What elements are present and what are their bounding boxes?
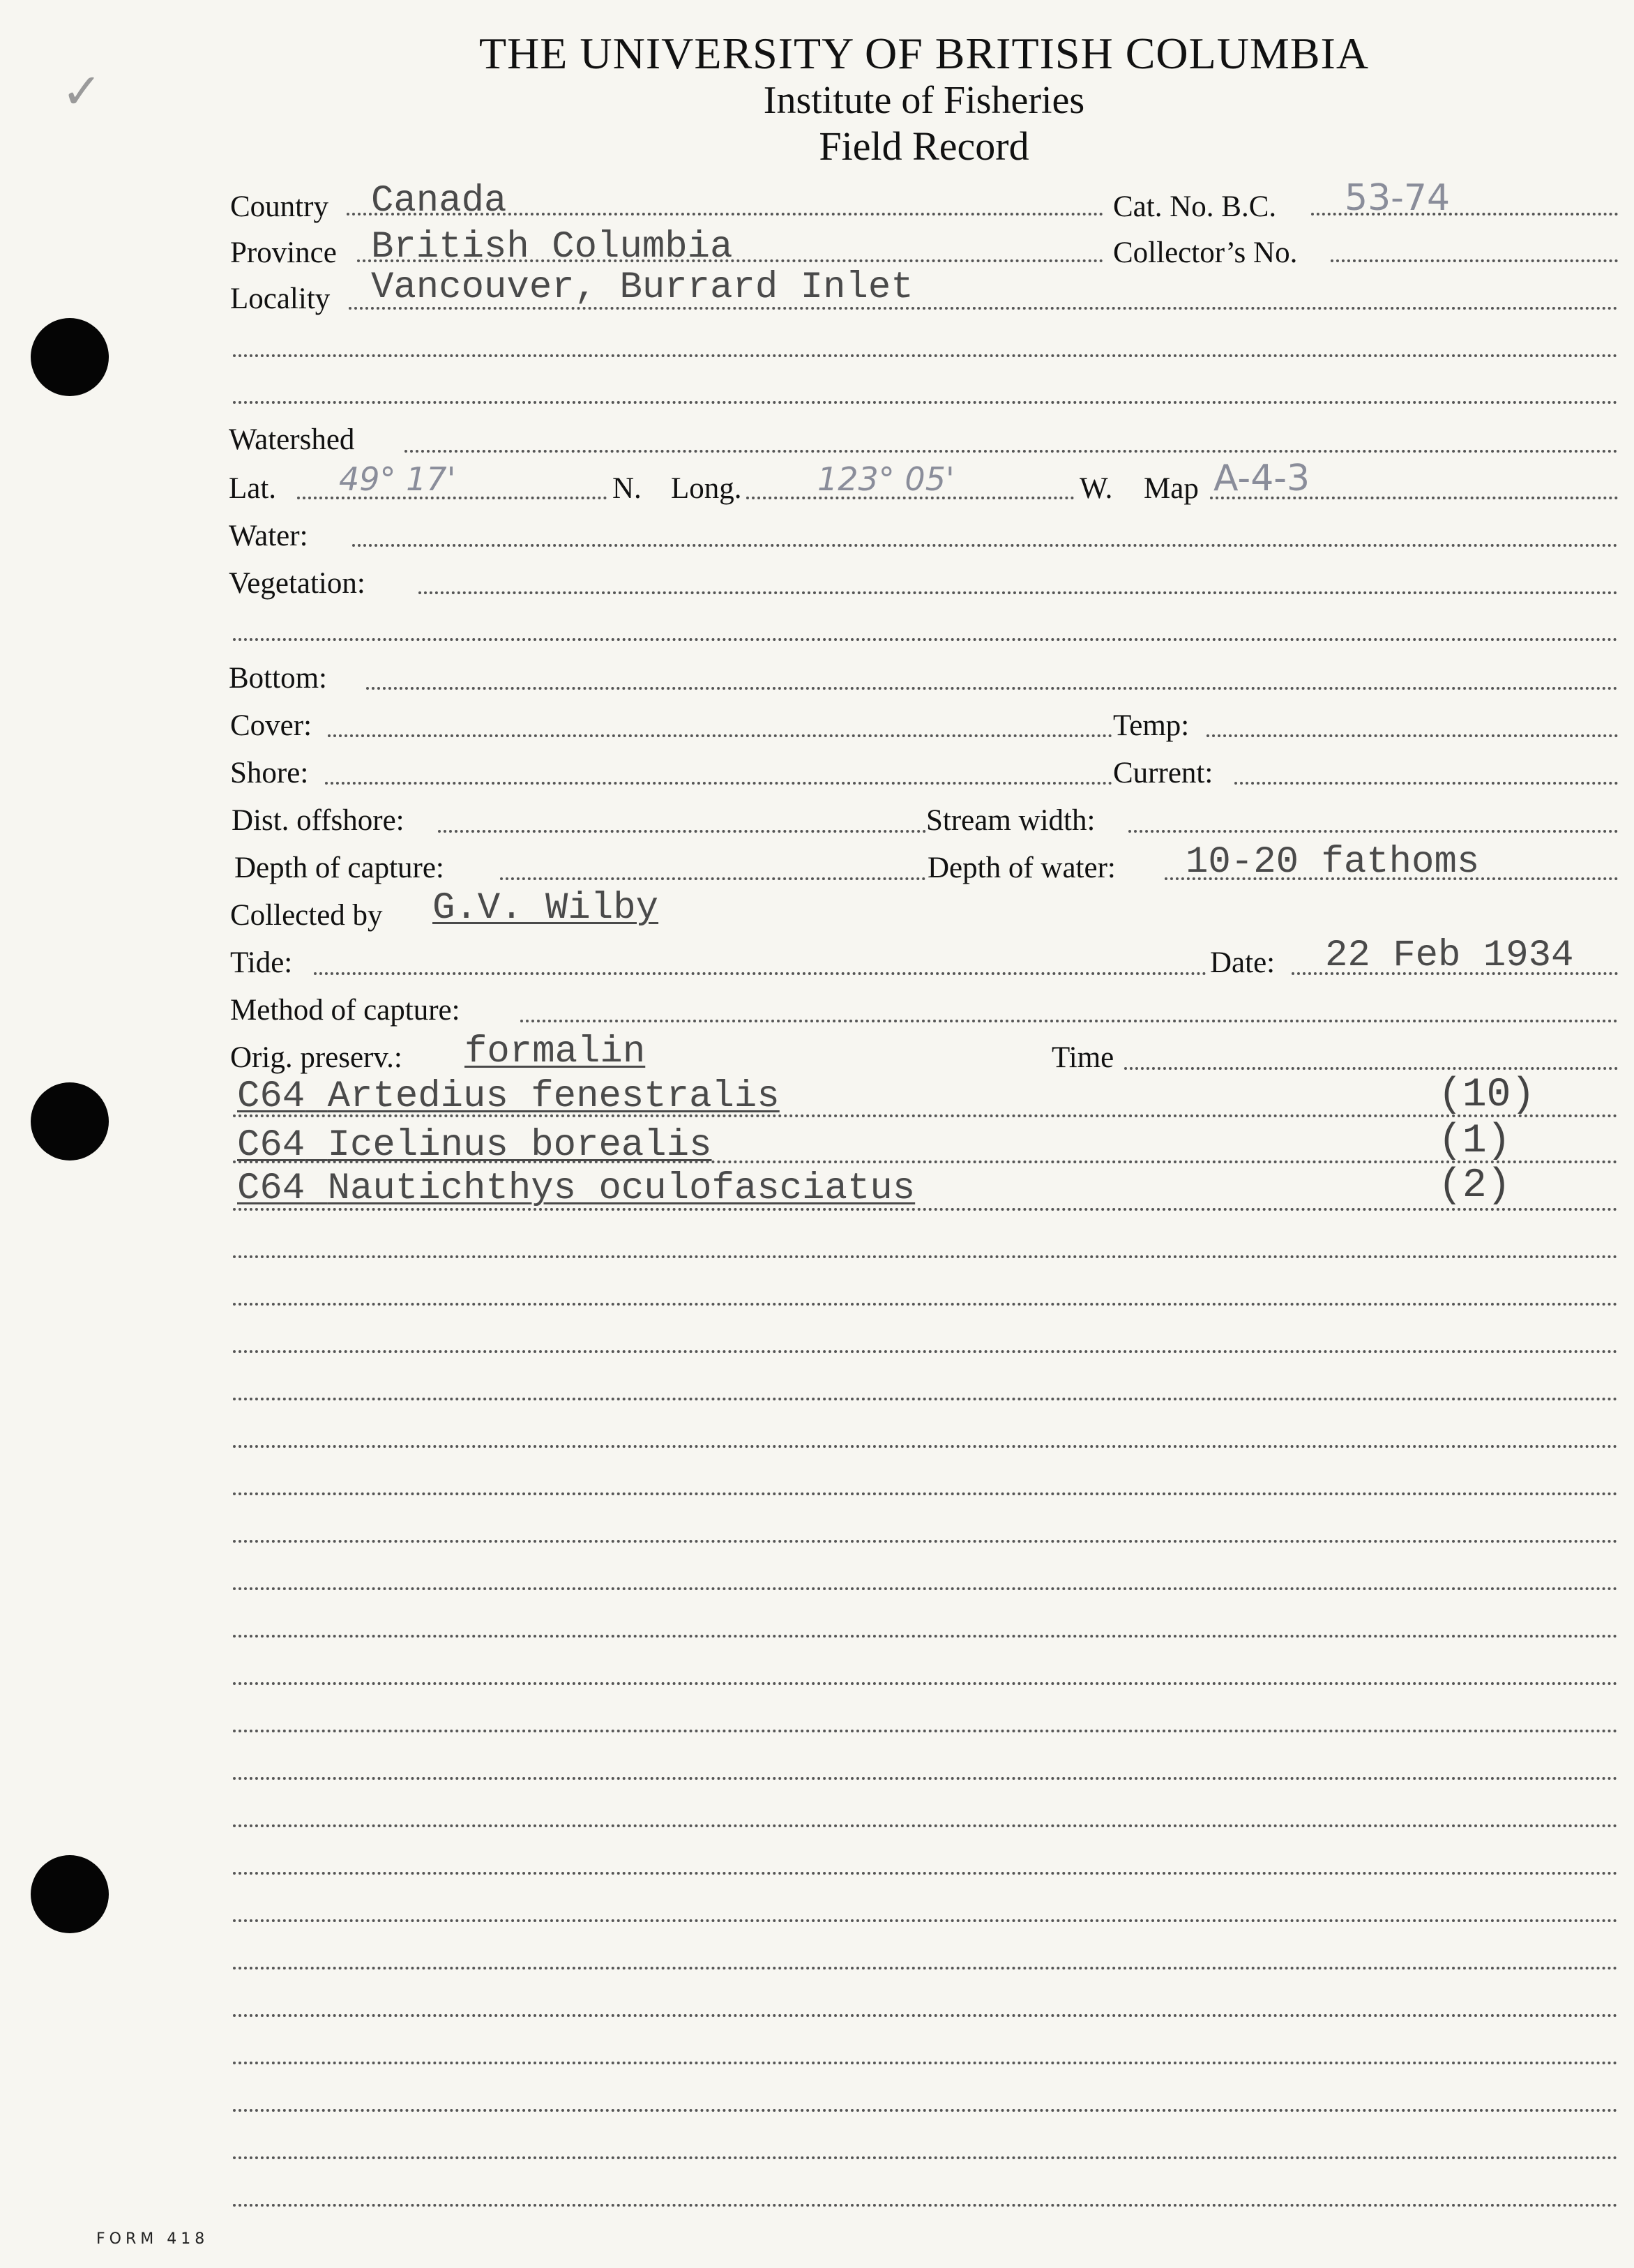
dotted-line	[233, 638, 1618, 641]
specimen-code: C64	[237, 1124, 305, 1167]
country-label: Country	[230, 190, 328, 223]
dotted-line	[233, 1682, 1618, 1685]
specimen-name: Icelinus borealis	[327, 1124, 712, 1167]
dotted-line	[500, 877, 925, 880]
lat-value[interactable]: 49° 17'	[339, 460, 456, 498]
temp-label: Temp:	[1113, 709, 1190, 742]
punch-hole	[31, 1082, 109, 1161]
province-label: Province	[230, 236, 337, 269]
locality-value[interactable]: Vancouver, Burrard Inlet	[371, 266, 914, 309]
lat-suffix: N.	[612, 472, 642, 505]
dotted-line	[233, 1635, 1618, 1638]
dotted-line	[233, 1919, 1618, 1922]
current-label: Current:	[1113, 757, 1213, 789]
dotted-line	[233, 1967, 1618, 1970]
dotted-line	[325, 782, 1112, 785]
orig-preserv-value[interactable]: formalin	[464, 1031, 646, 1073]
specimen-count: (10)	[1438, 1073, 1536, 1118]
dotted-line	[233, 354, 1618, 357]
dotted-line	[418, 591, 1618, 594]
dotted-line	[233, 1824, 1618, 1827]
check-mark-icon: ✓	[61, 63, 103, 120]
date-value[interactable]: 22 Feb 1934	[1325, 935, 1574, 977]
university-title: THE UNIVERSITY OF BRITISH COLUMBIA	[478, 29, 1370, 78]
shore-label: Shore:	[230, 757, 309, 789]
dist-offshore-label: Dist. offshore:	[232, 804, 404, 837]
date-label: Date:	[1210, 946, 1276, 979]
dotted-line	[233, 2156, 1618, 2159]
specimen-row[interactable]	[237, 1075, 780, 1118]
collectors-no-label: Collector’s No.	[1113, 236, 1298, 269]
dotted-line	[314, 972, 1206, 975]
specimen-code: C64	[237, 1075, 305, 1118]
cover-label: Cover:	[230, 709, 312, 742]
collected-by-value[interactable]: G.V. Wilby	[432, 887, 659, 930]
tide-label: Tide:	[230, 946, 293, 979]
cat-no-label: Cat. No. B.C.	[1113, 190, 1277, 223]
dotted-line	[233, 1730, 1618, 1732]
time-label: Time	[1052, 1041, 1114, 1074]
lat-label: Lat.	[229, 472, 277, 505]
punch-hole	[31, 1855, 109, 1933]
cat-no-value[interactable]: 53-74	[1345, 177, 1451, 219]
dotted-line	[233, 1255, 1618, 1258]
depth-water-label: Depth of water:	[928, 852, 1116, 884]
long-value[interactable]: 123° 05'	[817, 460, 955, 498]
dotted-line	[233, 1540, 1618, 1543]
dotted-line	[520, 1020, 1618, 1022]
long-suffix: W.	[1080, 472, 1113, 505]
dotted-line	[233, 2204, 1618, 2207]
form-title: Field Record	[819, 123, 1029, 169]
dotted-line	[233, 1587, 1618, 1590]
dotted-line	[438, 830, 926, 833]
specimen-row[interactable]	[237, 1167, 915, 1210]
specimen-count: (2)	[1438, 1163, 1511, 1209]
orig-preserv-label: Orig. preserv.:	[230, 1041, 402, 1074]
punch-hole	[31, 318, 109, 396]
dotted-line	[1124, 1067, 1618, 1070]
water-label: Water:	[229, 520, 308, 552]
watershed-label: Watershed	[229, 423, 355, 456]
depth-capture-label: Depth of capture:	[234, 852, 444, 884]
depth-water-value[interactable]: 10-20 fathoms	[1186, 841, 1480, 884]
dotted-line	[233, 2014, 1618, 2017]
collected-by-label: Collected by	[230, 899, 383, 932]
dotted-line	[233, 401, 1618, 404]
specimen-count: (1)	[1438, 1119, 1511, 1164]
stream-width-label: Stream width:	[926, 804, 1096, 837]
dotted-line	[352, 544, 1618, 547]
dotted-line	[404, 450, 1618, 453]
dotted-line	[328, 734, 1112, 737]
dotted-line	[233, 1350, 1618, 1353]
locality-label: Locality	[230, 282, 331, 315]
dotted-line	[233, 1445, 1618, 1448]
form-number: FORM 418	[96, 2230, 209, 2248]
specimen-code: C64	[237, 1167, 305, 1210]
dotted-line	[233, 2109, 1618, 2112]
specimen-name: Artedius fenestralis	[327, 1075, 780, 1118]
specimen-row[interactable]	[237, 1124, 712, 1167]
dotted-line	[233, 2062, 1618, 2064]
map-value[interactable]: A-4-3	[1213, 458, 1310, 499]
dotted-line	[233, 1777, 1618, 1780]
dotted-line	[1234, 782, 1618, 785]
dotted-line	[233, 1492, 1618, 1495]
dotted-line	[1331, 259, 1618, 262]
dotted-line	[233, 1872, 1618, 1875]
province-value[interactable]: British Columbia	[371, 226, 733, 269]
specimen-name: Nautichthys oculofasciatus	[327, 1167, 916, 1210]
bottom-label: Bottom:	[229, 662, 327, 695]
dotted-line	[233, 1303, 1618, 1306]
dotted-line	[366, 687, 1618, 690]
country-value[interactable]: Canada	[371, 180, 507, 222]
institute-title: Institute of Fisheries	[763, 79, 1085, 122]
dotted-line	[1206, 734, 1618, 737]
dotted-line	[1128, 830, 1618, 833]
method-label: Method of capture:	[230, 994, 460, 1027]
map-label: Map	[1144, 472, 1199, 505]
vegetation-label: Vegetation:	[229, 567, 365, 600]
dotted-line	[233, 1398, 1618, 1400]
long-label: Long.	[671, 472, 742, 505]
